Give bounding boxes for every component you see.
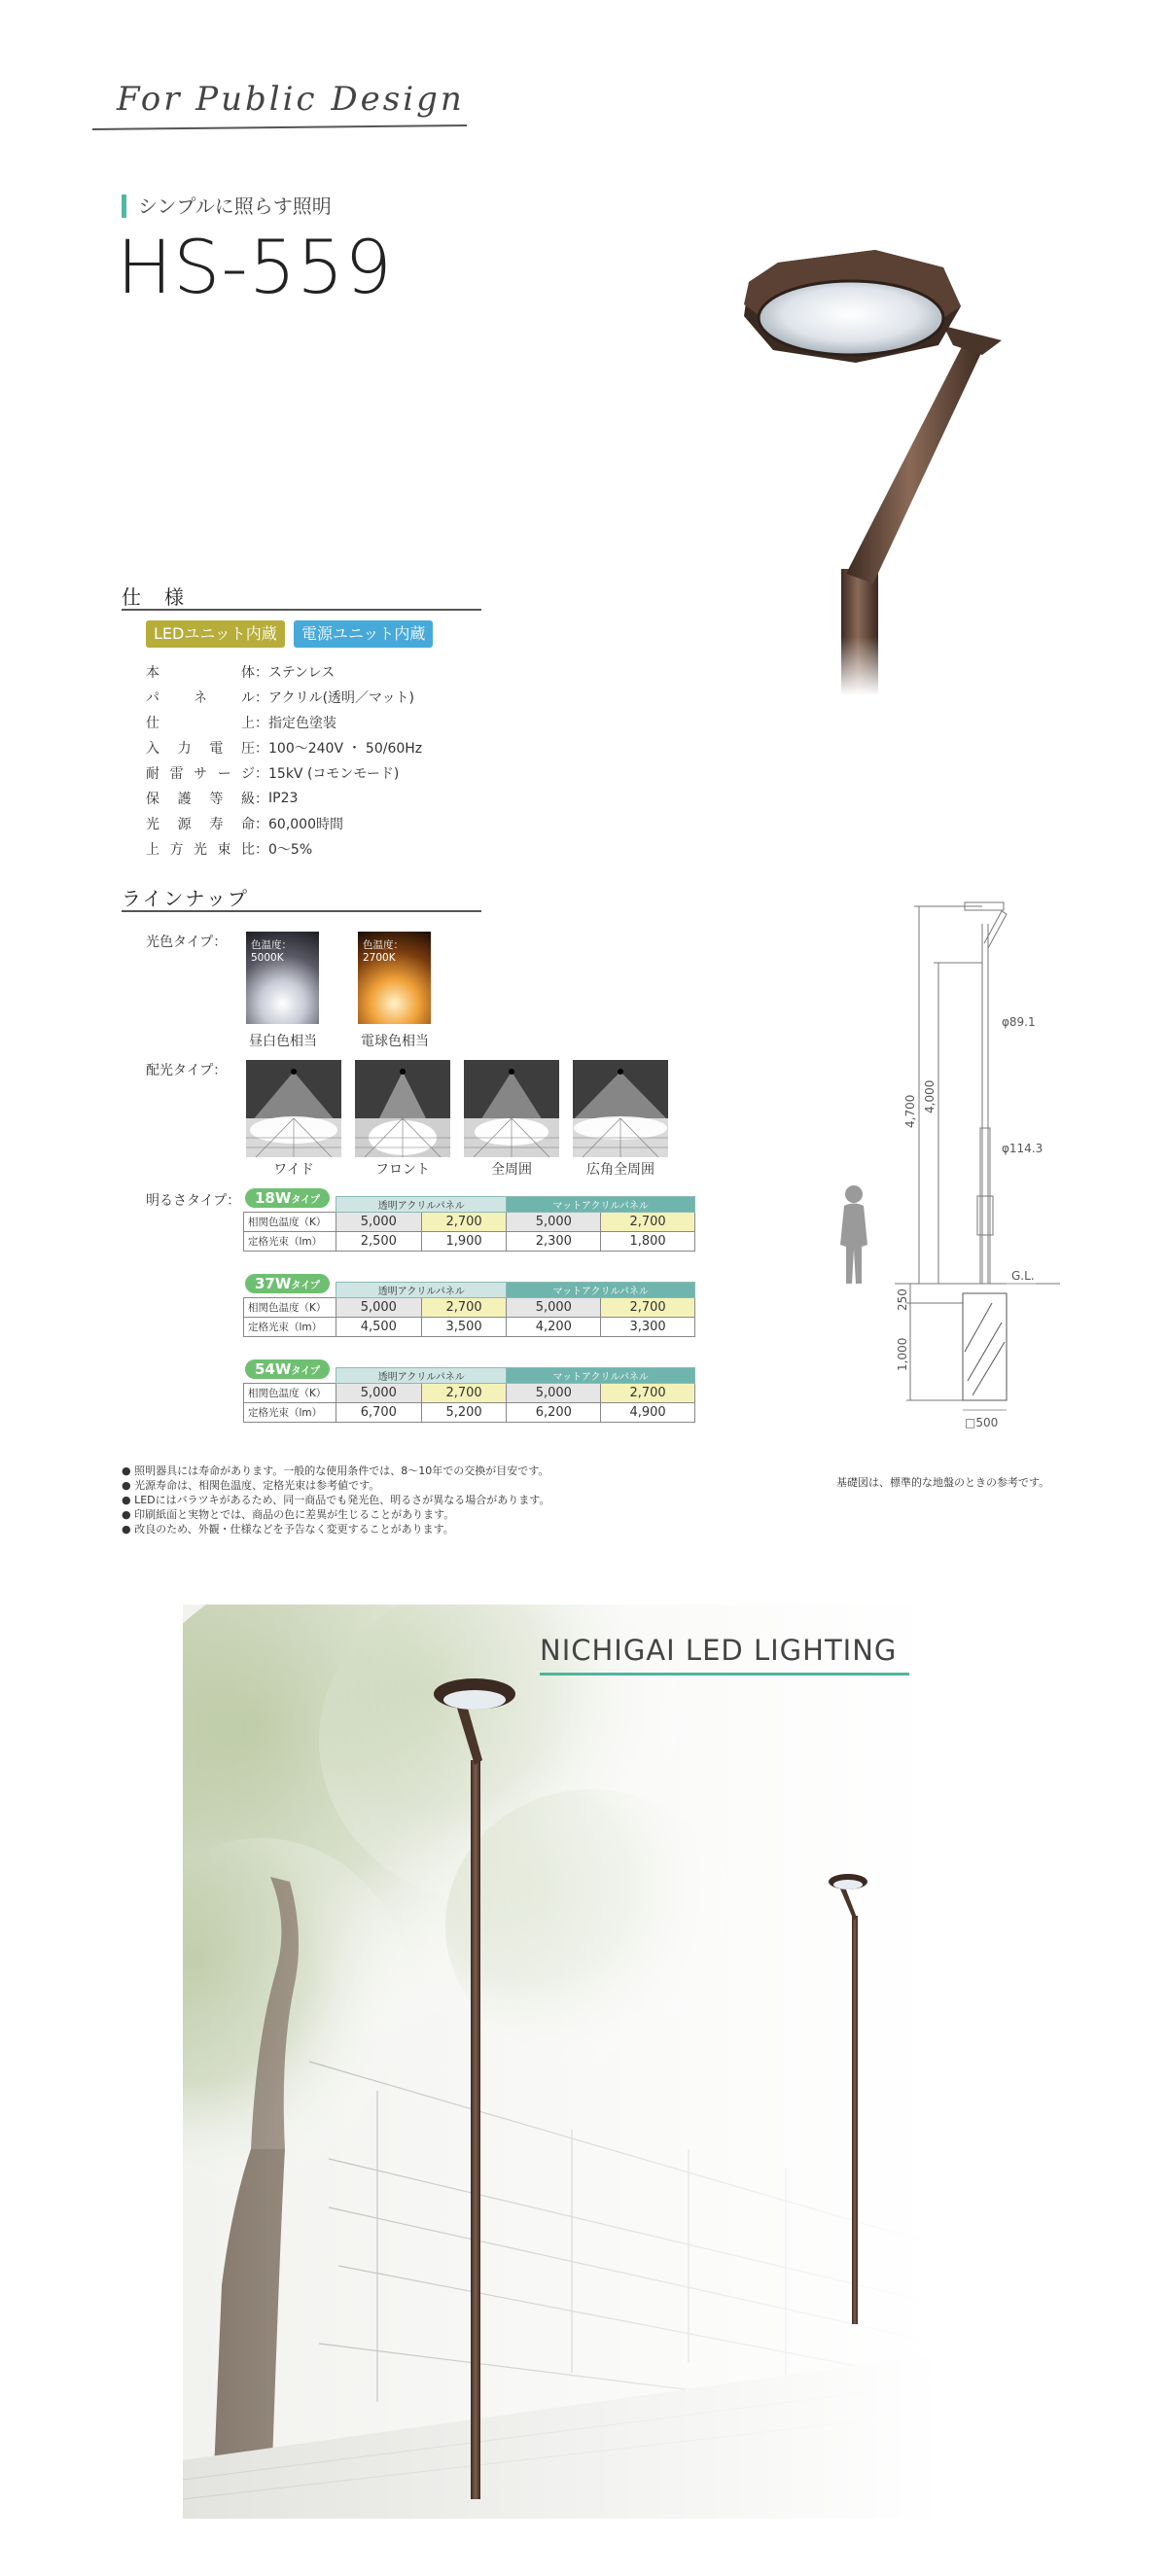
tagline-underline [92, 124, 467, 130]
color-tag-5000k: 色温度：5000K [251, 939, 292, 964]
note-item: ● 改良のため、外観・仕様などを予告なく変更することがあります。 [122, 1523, 454, 1535]
spec-row: 耐雷サージ ： 15kV (コモンモード) [146, 760, 477, 786]
dim-diameter-upper: φ89.1 [1002, 1015, 1036, 1029]
product-photo [720, 248, 1050, 695]
spec-row: 本体 ： ステンレス [146, 659, 477, 685]
note-item: ● LEDにはバラツキがあるため、同一商品でも発光色、明るさが異なる場合があります。 [122, 1494, 550, 1506]
spec-key: パネル [146, 690, 255, 706]
color-tag-2700k: 色温度：2700K [363, 939, 404, 964]
spec-key: 保護等級 [146, 792, 255, 807]
spec-value: アクリル(透明／マット) [268, 690, 414, 706]
spec-row: 上方光束比 ： 0〜5% [146, 836, 477, 862]
dim-ground-level: G.L. [1011, 1269, 1035, 1283]
spec-value: 60,000時間 [268, 817, 343, 832]
lineup-rule [122, 910, 481, 912]
dim-foundation-depth: 1,000 [896, 1337, 909, 1371]
table-row: 相関色温度（K） 5,000 2,700 5,000 2,700 [244, 1384, 695, 1403]
spec-value: 指定色塗装 [268, 716, 336, 731]
spec-key: 入力電圧 [146, 741, 255, 757]
dim-foundation-width: □500 [965, 1416, 999, 1429]
spec-value: ステンレス [268, 665, 336, 681]
dim-height-total: 4,700 [903, 1094, 917, 1128]
spec-row: パネル ： アクリル(透明／マット) [146, 685, 477, 710]
dimension-drawing [817, 895, 1079, 1439]
dim-diameter-lower: φ114.3 [1002, 1142, 1043, 1155]
spec-table [146, 659, 477, 862]
badge-power-unit: 電源ユニット内蔵 [294, 620, 433, 648]
scene-photo [183, 1605, 941, 2519]
spec-rule [122, 609, 481, 611]
brightness-table-37w: 透明アクリルパネル マットアクリルパネル 相関色温度（K） 5,000 2,700 5,000 2,700 定格光束（lm） 4,500 3,500 4,200 3,300 [243, 1282, 695, 1337]
spec-row: 光源寿命 ： 60,000時間 [146, 811, 477, 836]
distribution-all-around-image [464, 1060, 559, 1157]
spec-value: 0〜5% [268, 842, 313, 858]
color-swatch-5000k [246, 932, 319, 1024]
spec-value: 15kV (コモンモード) [268, 766, 400, 782]
foundation-note: 基礎図は、標準的な地盤のときの参考です。 [836, 1476, 1050, 1489]
distribution-caption-wide: ワイド [273, 1162, 314, 1178]
watt-badge-18w: 18Wタイプ [245, 1188, 330, 1208]
table-row: 定格光束（lm） 4,500 3,500 4,200 3,300 [244, 1318, 695, 1337]
color-caption-neutral: 昼白色相当 [249, 1034, 317, 1049]
spec-key: 仕上 [146, 716, 255, 731]
spec-value: 100〜240V ・ 50/60Hz [268, 741, 423, 757]
notes-list [122, 1464, 549, 1536]
spec-key: 本体 [146, 665, 255, 681]
brightness-table-54w: 透明アクリルパネル マットアクリルパネル 相関色温度（K） 5,000 2,700 5,000 2,700 定格光束（lm） 6,700 5,200 6,200 4,900 [243, 1367, 695, 1423]
watt-badge-54w: 54Wタイプ [245, 1359, 330, 1379]
color-caption-warm: 電球色相当 [361, 1034, 429, 1049]
distribution-type-label: 配光タイプ： [146, 1063, 228, 1078]
tagline: For Public Design [117, 80, 465, 119]
table-row: 相関色温度（K） 5,000 2,700 5,000 2,700 [244, 1298, 695, 1318]
watt-badge-37w: 37Wタイプ [245, 1274, 330, 1293]
distribution-wide-image [246, 1060, 341, 1157]
note-item: ● 印刷紙面と実物とでは、商品の色に差異が生じることがあります。 [122, 1508, 455, 1521]
distribution-wide-all-around-image [573, 1060, 668, 1157]
table-row: 相関色温度（K） 5,000 2,700 5,000 2,700 [244, 1213, 695, 1232]
spec-heading: 仕 様 [122, 585, 186, 609]
distribution-front-image [355, 1060, 450, 1157]
note-item: ● 照明器具には寿命があります。一般的な使用条件では、8〜10年での交換が目安です。 [122, 1464, 549, 1477]
brand-name: NICHIGAI LED LIGHTING [540, 1634, 898, 1667]
distribution-caption-wide-all-around: 広角全周囲 [586, 1162, 654, 1178]
table-row: 定格光束（lm） 6,700 5,200 6,200 4,900 [244, 1403, 695, 1423]
spec-row: 保護等級 ： IP23 [146, 786, 477, 811]
table-row: 定格光束（lm） 2,500 1,900 2,300 1,800 [244, 1232, 695, 1252]
color-type-label: 光色タイプ： [146, 935, 228, 950]
brightness-table-18w: 透明アクリルパネル マットアクリルパネル 相関色温度（K） 5,000 2,700 5,000 2,700 定格光束（lm） 2,500 1,900 2,300 1,800 [243, 1196, 695, 1252]
dim-base-height: 250 [896, 1288, 909, 1311]
spec-row: 入力電圧 ： 100〜240V ・ 50/60Hz [146, 735, 477, 760]
note-item: ● 光源寿命は、相関色温度、定格光束は参考値です。 [122, 1479, 380, 1492]
badge-led-unit: LEDユニット内蔵 [146, 620, 285, 648]
product-model: HS-559 [117, 224, 393, 310]
spec-key: 上方光束比 [146, 842, 255, 858]
dim-height-upper: 4,000 [923, 1079, 937, 1113]
distribution-caption-front: フロント [375, 1162, 430, 1178]
spec-row: 仕上 ： 指定色塗装 [146, 710, 477, 735]
lineup-heading: ラインナップ [122, 887, 249, 910]
spec-value: IP23 [268, 791, 299, 806]
spec-key: 光源寿命 [146, 817, 255, 832]
brightness-type-label: 明るさタイプ： [146, 1193, 241, 1209]
spec-key: 耐雷サージ [146, 766, 255, 782]
product-subtitle: シンプルに照らす照明 [122, 194, 332, 218]
distribution-caption-all-around: 全周囲 [491, 1162, 532, 1178]
color-swatch-2700k [358, 932, 431, 1024]
brand-rule [540, 1673, 909, 1676]
